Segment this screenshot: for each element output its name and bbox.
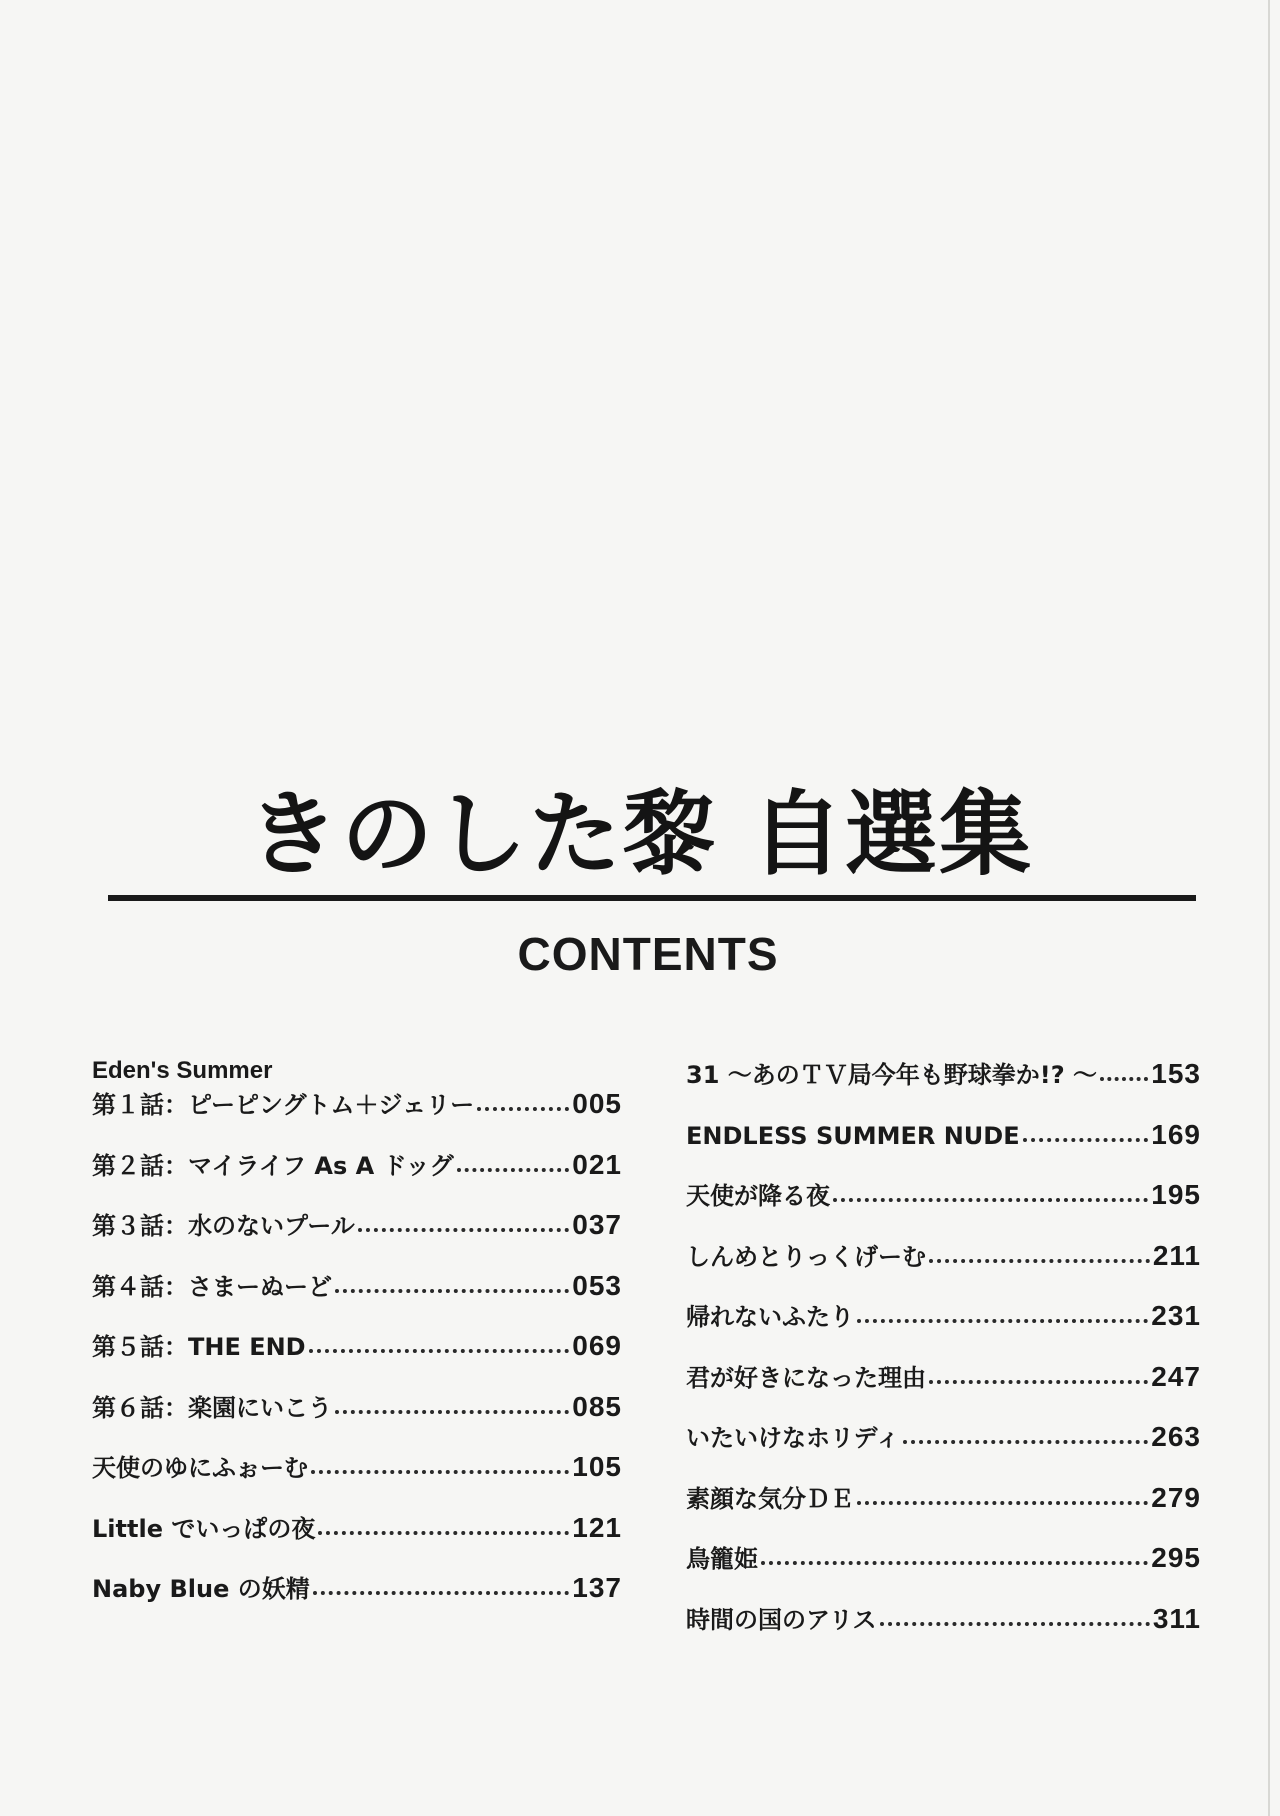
leader-dots: [903, 1436, 1149, 1444]
toc-entry-page: 311: [1152, 1602, 1201, 1634]
leader-dots: [880, 1618, 1150, 1626]
leader-dots: [313, 1587, 570, 1595]
leader-dots: [311, 1466, 569, 1474]
toc-entry-page: 195: [1151, 1179, 1201, 1210]
toc-entry-title: Naby Blue の妖精: [92, 1575, 310, 1603]
leader-dots: [309, 1345, 570, 1353]
toc-entry-title: いたいけなホリディ: [686, 1424, 900, 1452]
toc-entry[interactable]: [92, 1268, 622, 1329]
title-rule: [108, 895, 1196, 901]
leader-dots: [457, 1164, 570, 1172]
toc-entry[interactable]: [686, 1359, 1201, 1420]
leader-dots: [761, 1557, 1148, 1565]
toc-entry[interactable]: [686, 1177, 1201, 1238]
toc-entry-title: 第３話：水のないプール: [92, 1212, 355, 1240]
toc-entry-title: 帰れないふたり: [686, 1303, 854, 1331]
leader-dots: [1100, 1073, 1148, 1081]
toc-entry-title: Little でいっぱの夜: [92, 1514, 316, 1543]
toc-entry-title: ENDLESS SUMMER NUDE: [686, 1121, 1020, 1150]
toc-entry[interactable]: [92, 1328, 622, 1389]
toc-entry-page: 211: [1152, 1239, 1201, 1271]
toc-entry-title: 31 ～あのＴＶ局今年も野球拳か!? ～: [686, 1061, 1097, 1089]
toc-entry[interactable]: [92, 1389, 622, 1450]
toc-entry-title: 天使が降る夜: [686, 1182, 830, 1210]
toc-entry-page: 169: [1151, 1118, 1201, 1150]
toc-entry[interactable]: [686, 1117, 1201, 1178]
page-edge: [1268, 0, 1270, 1816]
leader-dots: [929, 1255, 1150, 1263]
toc-entry[interactable]: [92, 1570, 622, 1631]
toc-entry-page: 121: [572, 1511, 622, 1543]
toc-entry[interactable]: [92, 1147, 622, 1208]
toc-entry-title: 時間の国のアリス: [686, 1605, 877, 1634]
toc-entry[interactable]: [92, 1086, 622, 1147]
toc-entry-title: 鳥籠姫: [686, 1545, 758, 1573]
leader-dots: [833, 1194, 1148, 1202]
toc-entry[interactable]: [686, 1419, 1201, 1480]
series-title: Eden's Summer: [92, 1057, 273, 1084]
toc-entry[interactable]: [92, 1449, 622, 1510]
toc-entry-title: 第５話：THE END: [92, 1333, 306, 1361]
leader-dots: [477, 1103, 569, 1111]
toc-entry-page: 037: [572, 1209, 622, 1240]
toc-entry[interactable]: [686, 1298, 1201, 1359]
leader-dots: [358, 1224, 569, 1232]
toc-entry-title: しんめとりっくげーむ: [686, 1242, 926, 1271]
toc-entry-page: 021: [572, 1148, 622, 1180]
leader-dots: [929, 1376, 1148, 1384]
toc-entry-page: 105: [572, 1451, 622, 1482]
toc-entry-page: 263: [1151, 1421, 1201, 1452]
toc-entry[interactable]: [686, 1540, 1201, 1601]
toc-entry-page: 153: [1151, 1058, 1201, 1089]
toc-entry[interactable]: [686, 1601, 1201, 1662]
toc-entry-page: 085: [572, 1390, 622, 1422]
toc-entry-page: 231: [1151, 1300, 1201, 1331]
contents-heading: CONTENTS: [517, 928, 779, 980]
leader-dots: [1023, 1134, 1149, 1142]
toc-entry[interactable]: [686, 1056, 1201, 1117]
toc-entry-title: 第２話：マイライフ As A ドッグ: [92, 1151, 454, 1180]
toc-entry-page: 247: [1151, 1360, 1201, 1392]
toc-entry-title: 素顔な気分ＤＥ: [686, 1484, 854, 1513]
toc-entry-page: 005: [572, 1088, 622, 1119]
leader-dots: [318, 1527, 569, 1535]
toc-entry[interactable]: [92, 1510, 622, 1571]
toc-entry-title: 天使のゆにふぉーむ: [92, 1454, 308, 1482]
toc-entry[interactable]: [686, 1480, 1201, 1541]
toc-left-column: [92, 1056, 622, 1631]
toc-entry-page: 137: [572, 1572, 622, 1603]
toc-entry[interactable]: [92, 1207, 622, 1268]
toc-entry-title: 第６話：楽園にいこう: [92, 1393, 332, 1422]
toc-entry-page: 295: [1151, 1542, 1201, 1573]
toc-entry-page: 069: [572, 1330, 622, 1361]
toc-entry-page: 279: [1151, 1481, 1201, 1513]
toc-entry[interactable]: [686, 1238, 1201, 1299]
toc-entry-title: 第１話：ピーピングトム＋ジェリー: [92, 1091, 475, 1119]
book-title: きのした黎 自選集: [246, 781, 1034, 888]
leader-dots: [857, 1315, 1148, 1323]
toc-entry-title: 第４話：さまーぬーど: [92, 1272, 332, 1301]
toc-entry-title: 君が好きになった理由: [686, 1363, 926, 1392]
leader-dots: [335, 1285, 569, 1293]
toc-right-column: [686, 1056, 1201, 1661]
leader-dots: [857, 1497, 1148, 1505]
toc-entry-page: 053: [572, 1269, 622, 1301]
leader-dots: [335, 1406, 569, 1414]
